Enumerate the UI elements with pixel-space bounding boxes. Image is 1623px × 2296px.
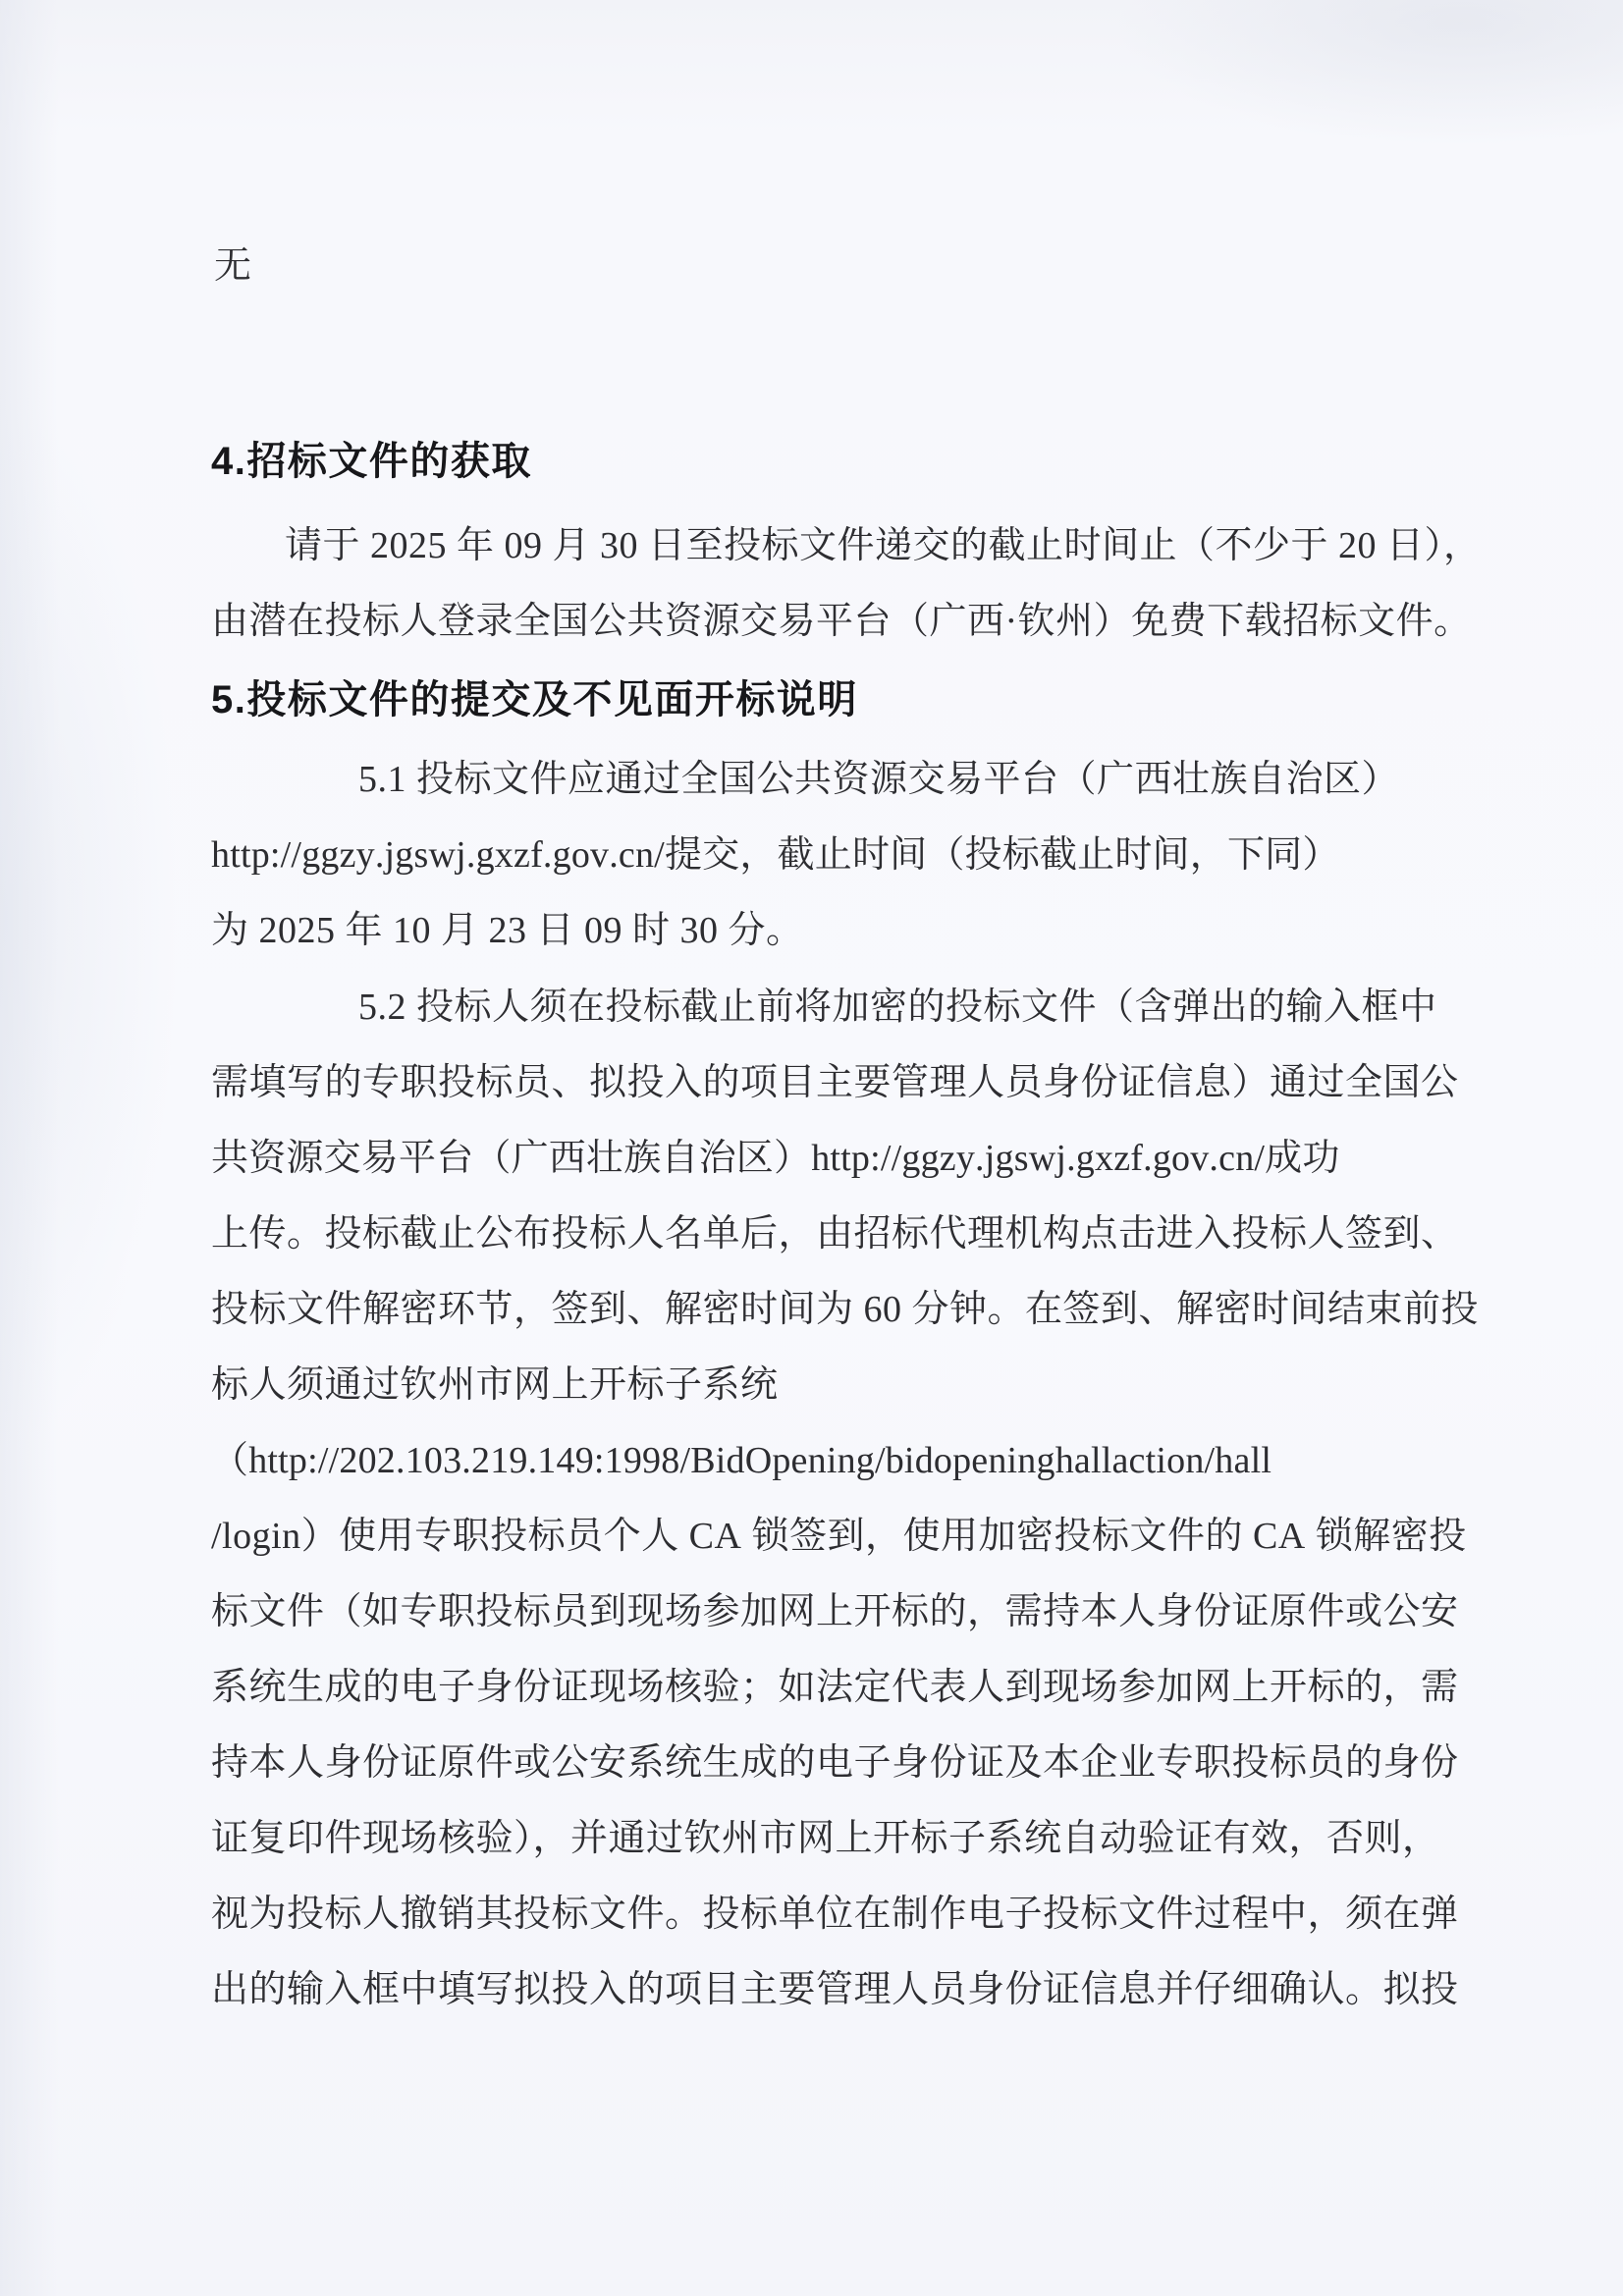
clause-5-1-line-1: 5.1 投标文件应通过全国公共资源交易平台（广西壮族自治区） — [358, 759, 1400, 800]
section-4-heading: 4.招标文件的获取 — [211, 440, 532, 483]
clause-5-2-line-4: 上传。投标截止公布投标人名单后，由招标代理机构点击进入投标人签到、 — [211, 1213, 1459, 1255]
clause-5-2-line-6: 标人须通过钦州市网上开标子系统 — [211, 1364, 779, 1406]
clause-5-1-line-2: http://ggzy.jgswj.gxzf.gov.cn/提交，截止时间（投标截止时间，下同） — [211, 834, 1340, 876]
section-4-para-line-1: 请于 2025 年 09 月 30 日至投标文件递交的截止时间止（不少于 20 日）， — [285, 525, 1482, 566]
clause-5-2-line-11: 持本人身份证原件或公安系统生成的电子身份证及本企业专职投标员的身份 — [211, 1742, 1459, 1784]
clause-5-2-line-10: 系统生成的电子身份证现场核验；如法定代表人到现场参加网上开标的，需 — [211, 1667, 1459, 1708]
clause-5-1-line-3: 为 2025 年 10 月 23 日 09 时 30 分。 — [211, 910, 804, 951]
clause-5-2-line-1: 5.2 投标人须在投标截止前将加密的投标文件（含弹出的输入框中 — [358, 987, 1437, 1028]
clause-5-2-line-7: （http://202.103.219.149:1998/BidOpening/bidopeninghallaction/hall — [211, 1440, 1272, 1481]
clause-5-2-line-13: 视为投标人撤销其投标文件。投标单位在制作电子投标文件过程中，须在弹 — [211, 1894, 1459, 1935]
section-5-heading: 5.投标文件的提交及不见面开标说明 — [211, 678, 858, 721]
clause-5-2-line-9: 标文件（如专职投标员到现场参加网上开标的，需持本人身份证原件或公安 — [211, 1591, 1459, 1632]
clause-5-2-line-3: 共资源交易平台（广西壮族自治区）http://ggzy.jgswj.gxzf.gov.cn/成功 — [211, 1138, 1340, 1179]
section-4-para-line-2: 由潜在投标人登录全国公共资源交易平台（广西·钦州）免费下载招标文件。 — [211, 601, 1472, 642]
clause-5-2-line-8: /login）使用专职投标员个人 CA 锁签到，使用加密投标文件的 CA 锁解密投 — [211, 1516, 1467, 1557]
clause-5-2-line-2: 需填写的专职投标员、拟投入的项目主要管理人员身份证信息）通过全国公 — [211, 1062, 1459, 1103]
clause-5-2-line-12: 证复印件现场核验），并通过钦州市网上开标子系统自动验证有效，否则， — [211, 1818, 1440, 1859]
clause-5-2-line-14: 出的输入框中填写拟投入的项目主要管理人员身份证信息并仔细确认。拟投 — [211, 1969, 1459, 2010]
none-label: 无 — [214, 245, 252, 287]
clause-5-2-line-5: 投标文件解密环节，签到、解密时间为 60 分钟。在签到、解密时间结束前投 — [211, 1289, 1480, 1330]
